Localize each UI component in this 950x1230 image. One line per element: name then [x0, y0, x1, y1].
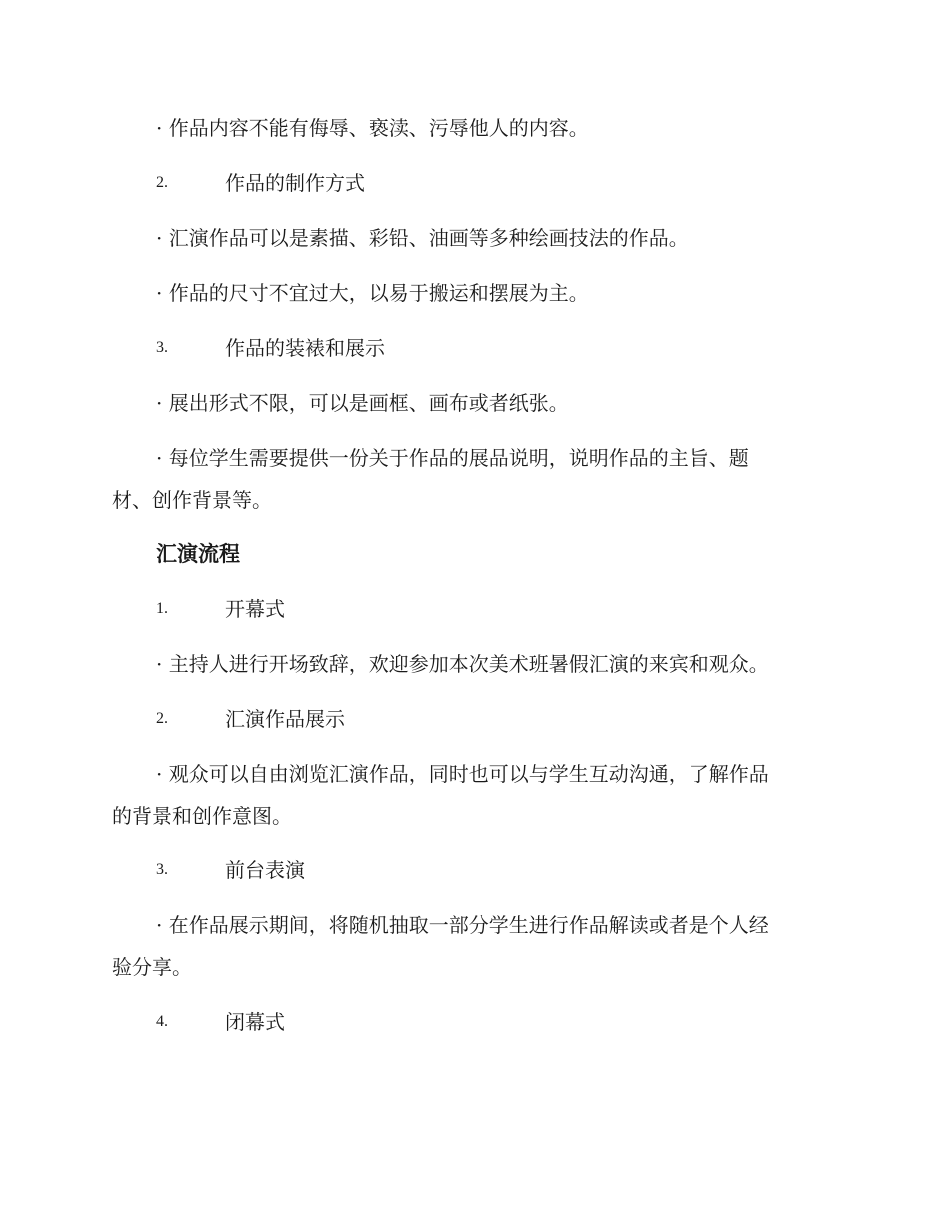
item-number-3: 3.	[156, 339, 168, 356]
process-title-opening: 开幕式	[225, 597, 285, 621]
process-number-1: 1.	[156, 600, 168, 617]
process-number-4: 4.	[156, 1013, 168, 1030]
process-number-3: 3.	[156, 861, 168, 878]
bullet-size: · 作品的尺寸不宜过大，以易于搬运和摆展为主。	[156, 281, 589, 305]
bullet-student-sharing-line2: 验分享。	[112, 955, 192, 979]
bullet-content-rule: · 作品内容不能有侮辱、亵渎、污辱他人的内容。	[156, 116, 589, 140]
bullet-audience-browse-line2: 的背景和创作意图。	[112, 804, 292, 828]
process-title-stage-performance: 前台表演	[225, 858, 305, 882]
bullet-display-form: · 展出形式不限，可以是画框、画布或者纸张。	[156, 391, 569, 415]
process-title-showcase: 汇演作品展示	[225, 707, 345, 731]
bullet-techniques: · 汇演作品可以是素描、彩铅、油画等多种绘画技法的作品。	[156, 226, 689, 250]
item-title-mounting-display: 作品的装裱和展示	[225, 336, 385, 360]
item-title-production-method: 作品的制作方式	[225, 171, 365, 195]
bullet-student-sharing-line1: · 在作品展示期间，将随机抽取一部分学生进行作品解读或者是个人经	[156, 913, 769, 937]
bullet-host-speech: · 主持人进行开场致辞，欢迎参加本次美术班暑假汇演的来宾和观众。	[156, 652, 769, 676]
process-title-closing: 闭幕式	[225, 1010, 285, 1034]
process-number-2: 2.	[156, 710, 168, 727]
bullet-audience-browse-line1: · 观众可以自由浏览汇演作品，同时也可以与学生互动沟通，了解作品	[156, 762, 769, 786]
bullet-exhibit-description-line1: · 每位学生需要提供一份关于作品的展品说明，说明作品的主旨、题	[156, 446, 749, 470]
section-heading-process: 汇演流程	[156, 541, 240, 566]
bullet-exhibit-description-line2: 材、创作背景等。	[112, 488, 272, 512]
item-number-2: 2.	[156, 174, 168, 191]
